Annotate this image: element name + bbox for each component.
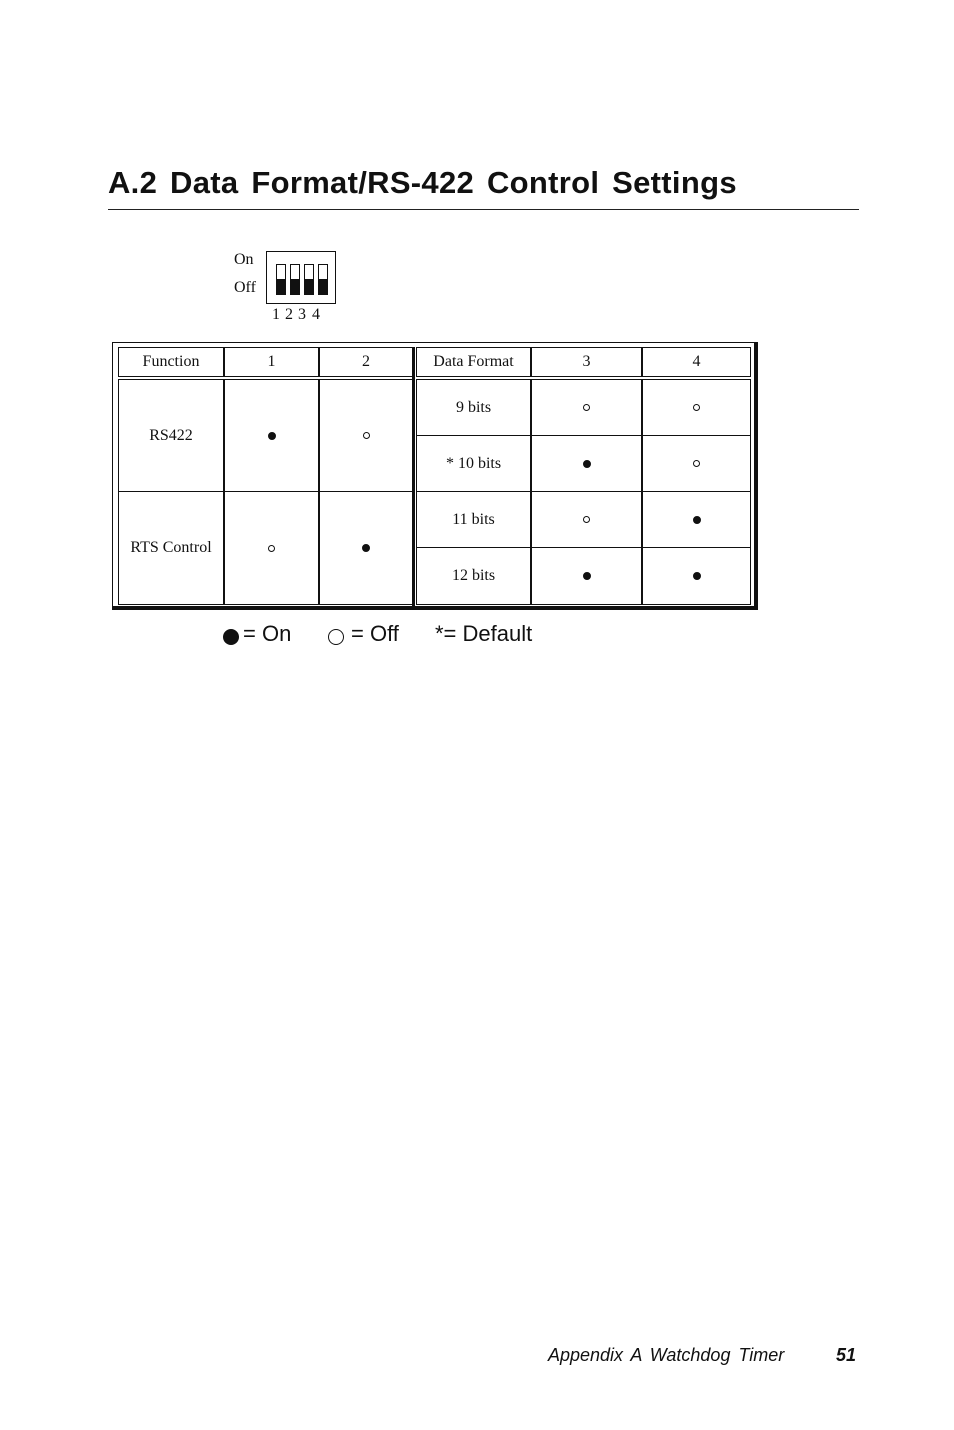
dip-switch-4-icon — [318, 264, 328, 295]
format-12-bits: 12 bits — [416, 547, 531, 605]
legend-off-text: = Off — [351, 621, 399, 646]
legend-on-dot-icon — [223, 629, 239, 645]
off-dot-icon — [363, 432, 370, 439]
rs422-sw1-cell — [224, 379, 319, 492]
table-divider — [412, 347, 415, 606]
on-dot-icon — [362, 544, 370, 552]
legend-default-text: *= Default — [435, 621, 533, 646]
on-dot-icon — [693, 572, 701, 580]
format-10-sw4-cell — [642, 435, 751, 492]
off-dot-icon — [583, 516, 590, 523]
rs422-sw2-cell — [319, 379, 413, 492]
legend-off-dot-icon — [328, 629, 344, 645]
dip-switch-2-icon — [290, 264, 300, 295]
off-dot-icon — [583, 404, 590, 411]
off-dot-icon — [693, 404, 700, 411]
header-switch-1: 1 — [224, 347, 319, 377]
format-9-bits: 9 bits — [416, 379, 531, 436]
format-9-sw3-cell — [531, 379, 642, 436]
format-10-sw3-cell — [531, 435, 642, 492]
dip-switch-diagram — [266, 251, 336, 304]
off-dot-icon — [268, 545, 275, 552]
on-dot-icon — [583, 460, 591, 468]
dip-off-label: Off — [234, 279, 256, 296]
format-10-bits: * 10 bits — [416, 435, 531, 492]
dip-number-1: 1 — [272, 306, 280, 323]
format-9-sw4-cell — [642, 379, 751, 436]
heading-rule — [108, 209, 859, 210]
header-data-format: Data Format — [416, 347, 531, 377]
dip-number-3: 3 — [298, 306, 306, 323]
format-12-sw4-cell — [642, 547, 751, 605]
dip-on-label: On — [234, 251, 254, 268]
on-dot-icon — [268, 432, 276, 440]
header-switch-4: 4 — [642, 347, 751, 377]
function-rs422: RS422 — [118, 379, 224, 492]
legend-on-text: = On — [243, 621, 292, 646]
footer-section: Appendix A Watchdog Timer — [548, 1345, 785, 1365]
dip-switch-3-icon — [304, 264, 314, 295]
dip-switch-1-icon — [276, 264, 286, 295]
on-dot-icon — [583, 572, 591, 580]
rts-sw2-cell — [319, 491, 413, 605]
header-switch-3: 3 — [531, 347, 642, 377]
rts-sw1-cell — [224, 491, 319, 605]
format-11-sw4-cell — [642, 491, 751, 548]
format-11-bits: 11 bits — [416, 491, 531, 548]
header-switch-2: 2 — [319, 347, 413, 377]
header-function: Function — [118, 347, 224, 377]
function-rts-control: RTS Control — [118, 491, 224, 605]
page-number: 51 — [836, 1345, 857, 1365]
format-12-sw3-cell — [531, 547, 642, 605]
format-11-sw3-cell — [531, 491, 642, 548]
section-heading: A.2 Data Format/RS-422 Control Settings — [108, 165, 737, 200]
on-dot-icon — [693, 516, 701, 524]
dip-number-2: 2 — [285, 306, 293, 323]
dip-number-4: 4 — [312, 306, 320, 323]
off-dot-icon — [693, 460, 700, 467]
